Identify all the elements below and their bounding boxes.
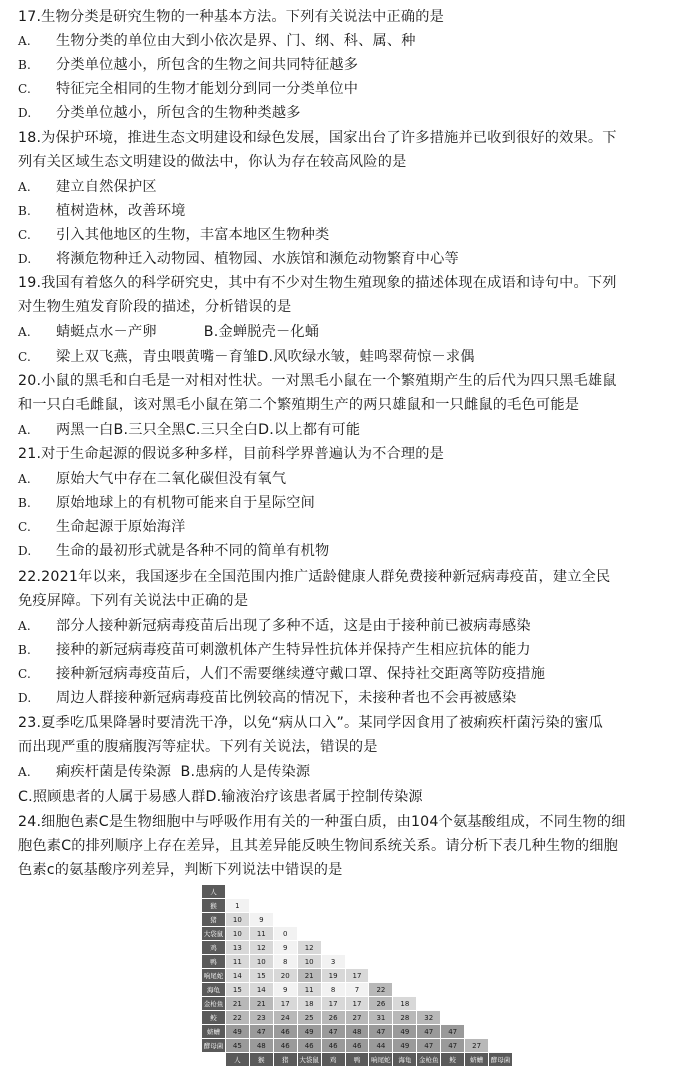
difference-cell: 49 (297, 1025, 321, 1039)
option-text: 原始地球上的有机物可能来自于星际空间 (56, 495, 315, 511)
empty-cell (489, 955, 513, 969)
empty-cell (393, 955, 417, 969)
q23-options-cd: C.照顾患者的人属于易感人群D.输液治疗该患者属于控制传染源 (18, 789, 423, 805)
empty-cell (441, 997, 465, 1011)
empty-cell (417, 969, 441, 983)
difference-cell: 17 (345, 997, 369, 1011)
empty-cell (489, 941, 513, 955)
empty-cell (489, 927, 513, 941)
column-organism-label: 海龟 (393, 1053, 417, 1067)
option-letter: D. (18, 544, 32, 558)
question-24-stem-line2: 胞色素C的排列顺序上存在差异，且其差异能反映生物间系统关系。请分析下表几种生物的细胞 (18, 838, 618, 854)
empty-cell (345, 955, 369, 969)
difference-cell: 14 (249, 983, 273, 997)
option-text: 周边人群接种新冠病毒疫苗比例较高的情况下，未接种者也不会再被感染 (56, 690, 517, 706)
empty-cell (417, 955, 441, 969)
difference-cell: 46 (321, 1039, 345, 1053)
row-organism-label: 鸡 (202, 941, 226, 955)
q22-option-a (18, 614, 531, 638)
empty-cell (441, 941, 465, 955)
column-organism-label: 酵母菌 (489, 1053, 513, 1067)
empty-cell (441, 969, 465, 983)
empty-cell (489, 969, 513, 983)
empty-cell (297, 927, 321, 941)
difference-cell: 8 (321, 983, 345, 997)
difference-cell: 11 (297, 983, 321, 997)
empty-cell (489, 997, 513, 1011)
option-letter: C. (18, 228, 31, 242)
column-organism-label: 猪 (273, 1053, 297, 1067)
difference-cell: 9 (273, 941, 297, 955)
table-row (202, 1039, 513, 1053)
difference-cell: 31 (369, 1011, 393, 1025)
difference-cell: 18 (297, 997, 321, 1011)
column-organism-label: 鸡 (321, 1053, 345, 1067)
table-footer-row (202, 1053, 513, 1067)
option-letter: B. (18, 204, 32, 218)
amino-acid-difference-table (201, 884, 513, 1066)
difference-cell: 3 (321, 955, 345, 969)
option-text: 原始大气中存在二氧化碳但没有氧气 (56, 471, 287, 487)
option-text: 将濒危物种迁入动物园、植物园、水族馆和濒危动物繁育中心等 (56, 251, 459, 267)
difference-cell: 46 (273, 1039, 297, 1053)
q21-option-c (18, 515, 186, 539)
difference-cell: 18 (393, 997, 417, 1011)
corner-cell (202, 1053, 226, 1067)
empty-cell (321, 885, 345, 899)
option-letter: B. (18, 496, 32, 510)
option-letter: D. (18, 691, 32, 705)
question-18-stem-line2: 列有关区域生态文明建设的做法中，你认为存在较高风险的是 (18, 154, 407, 170)
difference-cell: 49 (225, 1025, 249, 1039)
question-24-stem-line1: 24.细胞色素C是生物细胞中与呼吸作用有关的一种蛋白质，由104个氨基酸组成，不同生物的细 (18, 814, 626, 830)
table-row (202, 913, 513, 927)
difference-cell: 49 (393, 1025, 417, 1039)
difference-cell: 22 (369, 983, 393, 997)
row-organism-label: 人 (202, 885, 226, 899)
question-22-stem-line1: 22.2021年以来，我国逐步在全国范围内推广适龄健康人群免费接种新冠病毒疫苗，建立全民 (18, 569, 611, 585)
empty-cell (489, 1011, 513, 1025)
q22-option-b (18, 638, 531, 662)
q22-option-d (18, 686, 516, 710)
row-organism-label: 蛴螬 (202, 1025, 226, 1039)
difference-cell: 26 (321, 1011, 345, 1025)
empty-cell (489, 899, 513, 913)
empty-cell (393, 941, 417, 955)
option-letter: C. (18, 520, 31, 534)
empty-cell (417, 927, 441, 941)
empty-cell (369, 913, 393, 927)
difference-cell: 47 (441, 1039, 465, 1053)
difference-cell: 14 (225, 969, 249, 983)
difference-cell: 47 (369, 1025, 393, 1039)
empty-cell (417, 983, 441, 997)
empty-cell (417, 899, 441, 913)
empty-cell (465, 1011, 489, 1025)
question-23-stem-line1: 23.夏季吃瓜果降暑时要清洗干净，以免“病从口入”。某同学因食用了被痢疾杆菌污染的蜜瓜 (18, 715, 603, 731)
difference-cell: 24 (273, 1011, 297, 1025)
empty-cell (441, 913, 465, 927)
table-row (202, 969, 513, 983)
empty-cell (297, 899, 321, 913)
difference-cell: 11 (225, 955, 249, 969)
question-24-stem-line3: 色素c的氨基酸序列差异，判断下列说法中错误的是 (18, 862, 343, 878)
empty-cell (321, 899, 345, 913)
option-letter: A. (18, 765, 31, 779)
empty-cell (345, 885, 369, 899)
empty-cell (393, 899, 417, 913)
empty-cell (369, 969, 393, 983)
empty-cell (393, 885, 417, 899)
difference-cell: 26 (369, 997, 393, 1011)
empty-cell (441, 983, 465, 997)
q21-option-d (18, 539, 329, 563)
column-organism-label: 金枪鱼 (417, 1053, 441, 1067)
empty-cell (321, 913, 345, 927)
empty-cell (345, 927, 369, 941)
difference-cell: 22 (225, 1011, 249, 1025)
empty-cell (465, 997, 489, 1011)
difference-cell: 10 (225, 927, 249, 941)
row-organism-label: 猪 (202, 913, 226, 927)
option-text: 接种的新冠病毒疫苗可刺激机体产生特异性抗体并保持产生相应抗体的能力 (56, 642, 531, 658)
table-row (202, 983, 513, 997)
column-organism-label: 鲛 (441, 1053, 465, 1067)
option-letter: A. (18, 325, 31, 339)
difference-cell: 44 (369, 1039, 393, 1053)
column-organism-label: 猴 (249, 1053, 273, 1067)
difference-cell: 45 (225, 1039, 249, 1053)
difference-cell: 8 (273, 955, 297, 969)
empty-cell (369, 927, 393, 941)
difference-cell: 48 (345, 1025, 369, 1039)
row-organism-label: 鸭 (202, 955, 226, 969)
empty-cell (297, 885, 321, 899)
option-letter: C. (18, 667, 31, 681)
difference-cell: 7 (345, 983, 369, 997)
option-letter: B. (18, 58, 32, 72)
question-20-stem-line1: 20.小鼠的黑毛和白毛是一对相对性状。一对黑毛小鼠在一个繁殖期产生的后代为四只黑毛雄鼠 (18, 373, 617, 389)
row-organism-label: 鲛 (202, 1011, 226, 1025)
table-row (202, 955, 513, 969)
option-text: 蜻蜓点水－产卵 B.金蝉脱壳－化蛹 (56, 324, 320, 340)
empty-cell (465, 899, 489, 913)
difference-cell: 11 (249, 927, 273, 941)
column-organism-label: 鸭 (345, 1053, 369, 1067)
option-text: 生命起源于原始海洋 (56, 519, 186, 535)
option-letter: A. (18, 423, 31, 437)
empty-cell (393, 969, 417, 983)
row-organism-label: 海龟 (202, 983, 226, 997)
empty-cell (393, 983, 417, 997)
difference-cell: 46 (345, 1039, 369, 1053)
difference-cell: 9 (273, 983, 297, 997)
option-letter: D. (18, 106, 32, 120)
difference-cell: 17 (273, 997, 297, 1011)
empty-cell (393, 927, 417, 941)
question-22-stem-line2: 免疫屏障。下列有关说法中正确的是 (18, 593, 249, 609)
q18-option-c (18, 223, 329, 247)
option-letter: A. (18, 619, 31, 633)
option-text: 痢疾杆菌是传染源 B.患病的人是传染源 (56, 764, 311, 780)
difference-cell: 47 (321, 1025, 345, 1039)
option-text: 引入其他地区的生物，丰富本地区生物种类 (56, 227, 330, 243)
question-21-stem: 21.对于生命起源的假说多种多样，目前科学界普遍认为不合理的是 (18, 446, 445, 462)
q17-option-c (18, 77, 358, 101)
q20-options (18, 418, 360, 442)
difference-cell: 10 (249, 955, 273, 969)
difference-cell: 47 (249, 1025, 273, 1039)
question-19-stem-line2: 对生物生殖发育阶段的描述，分析错误的是 (18, 299, 292, 315)
difference-cell: 27 (345, 1011, 369, 1025)
difference-cell: 17 (345, 969, 369, 983)
empty-cell (441, 1011, 465, 1025)
empty-cell (465, 927, 489, 941)
empty-cell (249, 885, 273, 899)
empty-cell (321, 941, 345, 955)
table-row (202, 1025, 513, 1039)
option-text: 生物分类的单位由大到小依次是界、门、纲、科、属、种 (56, 33, 416, 49)
question-20-stem-line2: 和一只白毛雌鼠，该对黑毛小鼠在第二个繁殖期生产的两只雄鼠和一只雌鼠的毛色可能是 (18, 397, 580, 413)
empty-cell (321, 927, 345, 941)
difference-cell: 17 (321, 997, 345, 1011)
row-organism-label: 大袋鼠 (202, 927, 226, 941)
q18-option-a (18, 175, 157, 199)
option-text: 特征完全相同的生物才能划分到同一分类单位中 (56, 81, 359, 97)
question-19-stem-line1: 19.我国有着悠久的科学研究史，其中有不少对生物生殖现象的描述体现在成语和诗句中。下列 (18, 275, 617, 291)
difference-cell: 1 (225, 899, 249, 913)
empty-cell (465, 941, 489, 955)
q21-option-a (18, 467, 286, 491)
difference-cell: 47 (441, 1025, 465, 1039)
option-text: 梁上双飞燕，青虫喂黄嘴－育雏D.风吹绿水皱，蛙鸣翠荷惊－求偶 (56, 349, 475, 365)
option-letter: C. (18, 82, 31, 96)
option-text: 植树造林，改善环境 (56, 203, 186, 219)
empty-cell (225, 885, 249, 899)
row-organism-label: 酵母菌 (202, 1039, 226, 1053)
empty-cell (441, 955, 465, 969)
empty-cell (417, 913, 441, 927)
column-organism-label: 响尾蛇 (369, 1053, 393, 1067)
option-text: 生命的最初形式就是各种不同的简单有机物 (56, 543, 330, 559)
empty-cell (273, 913, 297, 927)
option-letter: A. (18, 472, 31, 486)
q17-option-a (18, 29, 416, 53)
q19-options-cd (18, 345, 475, 369)
difference-cell: 12 (297, 941, 321, 955)
option-letter: C. (18, 350, 31, 364)
question-23-stem-line2: 而出现严重的腹痛腹泻等症状。下列有关说法，错误的是 (18, 739, 378, 755)
difference-cell: 32 (417, 1011, 441, 1025)
difference-cell: 13 (225, 941, 249, 955)
option-letter: A. (18, 180, 31, 194)
option-letter: D. (18, 252, 32, 266)
difference-cell: 28 (393, 1011, 417, 1025)
option-text: 分类单位越小，所包含的生物之间共同特征越多 (56, 57, 359, 73)
empty-cell (393, 913, 417, 927)
empty-cell (369, 941, 393, 955)
difference-cell: 27 (465, 1039, 489, 1053)
q17-option-b (18, 53, 358, 77)
difference-cell: 10 (297, 955, 321, 969)
empty-cell (345, 913, 369, 927)
option-text: 分类单位越小，所包含的生物种类越多 (56, 105, 301, 121)
table-row (202, 899, 513, 913)
option-text: 接种新冠病毒疫苗后，人们不需要继续遵守戴口罩、保持社交距离等防疫措施 (56, 666, 546, 682)
difference-cell: 9 (249, 913, 273, 927)
empty-cell (273, 899, 297, 913)
table-row (202, 941, 513, 955)
empty-cell (465, 885, 489, 899)
empty-cell (489, 885, 513, 899)
difference-cell: 49 (393, 1039, 417, 1053)
table-row (202, 997, 513, 1011)
empty-cell (441, 927, 465, 941)
empty-cell (465, 913, 489, 927)
empty-cell (345, 941, 369, 955)
empty-cell (369, 955, 393, 969)
empty-cell (297, 913, 321, 927)
option-letter: B. (18, 643, 32, 657)
difference-cell: 25 (297, 1011, 321, 1025)
option-text: 部分人接种新冠病毒疫苗后出现了多种不适，这是由于接种前已被病毒感染 (56, 618, 531, 634)
difference-cell: 47 (417, 1025, 441, 1039)
difference-cell: 10 (225, 913, 249, 927)
difference-cell: 47 (417, 1039, 441, 1053)
empty-cell (465, 955, 489, 969)
row-organism-label: 猴 (202, 899, 226, 913)
empty-cell (417, 997, 441, 1011)
empty-cell (489, 913, 513, 927)
difference-cell: 20 (273, 969, 297, 983)
empty-cell (489, 1025, 513, 1039)
difference-cell: 21 (249, 997, 273, 1011)
empty-cell (417, 885, 441, 899)
table-row (202, 885, 513, 899)
difference-cell: 21 (297, 969, 321, 983)
column-organism-label: 蛴螬 (465, 1053, 489, 1067)
empty-cell (465, 983, 489, 997)
empty-cell (417, 941, 441, 955)
empty-cell (441, 885, 465, 899)
table-row (202, 1011, 513, 1025)
difference-cell: 23 (249, 1011, 273, 1025)
empty-cell (273, 885, 297, 899)
empty-cell (489, 983, 513, 997)
difference-cell: 46 (297, 1039, 321, 1053)
empty-cell (465, 969, 489, 983)
empty-cell (345, 899, 369, 913)
difference-cell: 12 (249, 941, 273, 955)
empty-cell (489, 1039, 513, 1053)
difference-cell: 15 (225, 983, 249, 997)
row-organism-label: 金枪鱼 (202, 997, 226, 1011)
q17-option-d (18, 101, 301, 125)
empty-cell (369, 899, 393, 913)
q21-option-b (18, 491, 315, 515)
empty-cell (441, 899, 465, 913)
q18-option-b (18, 199, 186, 223)
difference-cell: 21 (225, 997, 249, 1011)
difference-cell: 0 (273, 927, 297, 941)
difference-cell: 19 (321, 969, 345, 983)
row-organism-label: 响尾蛇 (202, 969, 226, 983)
column-organism-label: 人 (225, 1053, 249, 1067)
question-17-stem: 17.生物分类是研究生物的一种基本方法。下列有关说法中正确的是 (18, 9, 445, 25)
difference-matrix (201, 884, 513, 1067)
difference-cell: 46 (273, 1025, 297, 1039)
option-text: 建立自然保护区 (56, 179, 157, 195)
empty-cell (369, 885, 393, 899)
q23-options-ab (18, 760, 310, 784)
q19-options-ab (18, 320, 319, 344)
difference-cell: 15 (249, 969, 273, 983)
empty-cell (465, 1025, 489, 1039)
column-organism-label: 大袋鼠 (297, 1053, 321, 1067)
q18-option-d (18, 247, 459, 271)
empty-cell (249, 899, 273, 913)
question-18-stem-line1: 18.为保护环境，推进生态文明建设和绿色发展，国家出台了许多措施并已收到很好的效果。下 (18, 130, 617, 146)
difference-cell: 48 (249, 1039, 273, 1053)
q22-option-c (18, 662, 545, 686)
option-text: 两黑一白B.三只全黑C.三只全白D.以上都有可能 (56, 422, 361, 438)
option-letter: A. (18, 34, 31, 48)
table-row (202, 927, 513, 941)
